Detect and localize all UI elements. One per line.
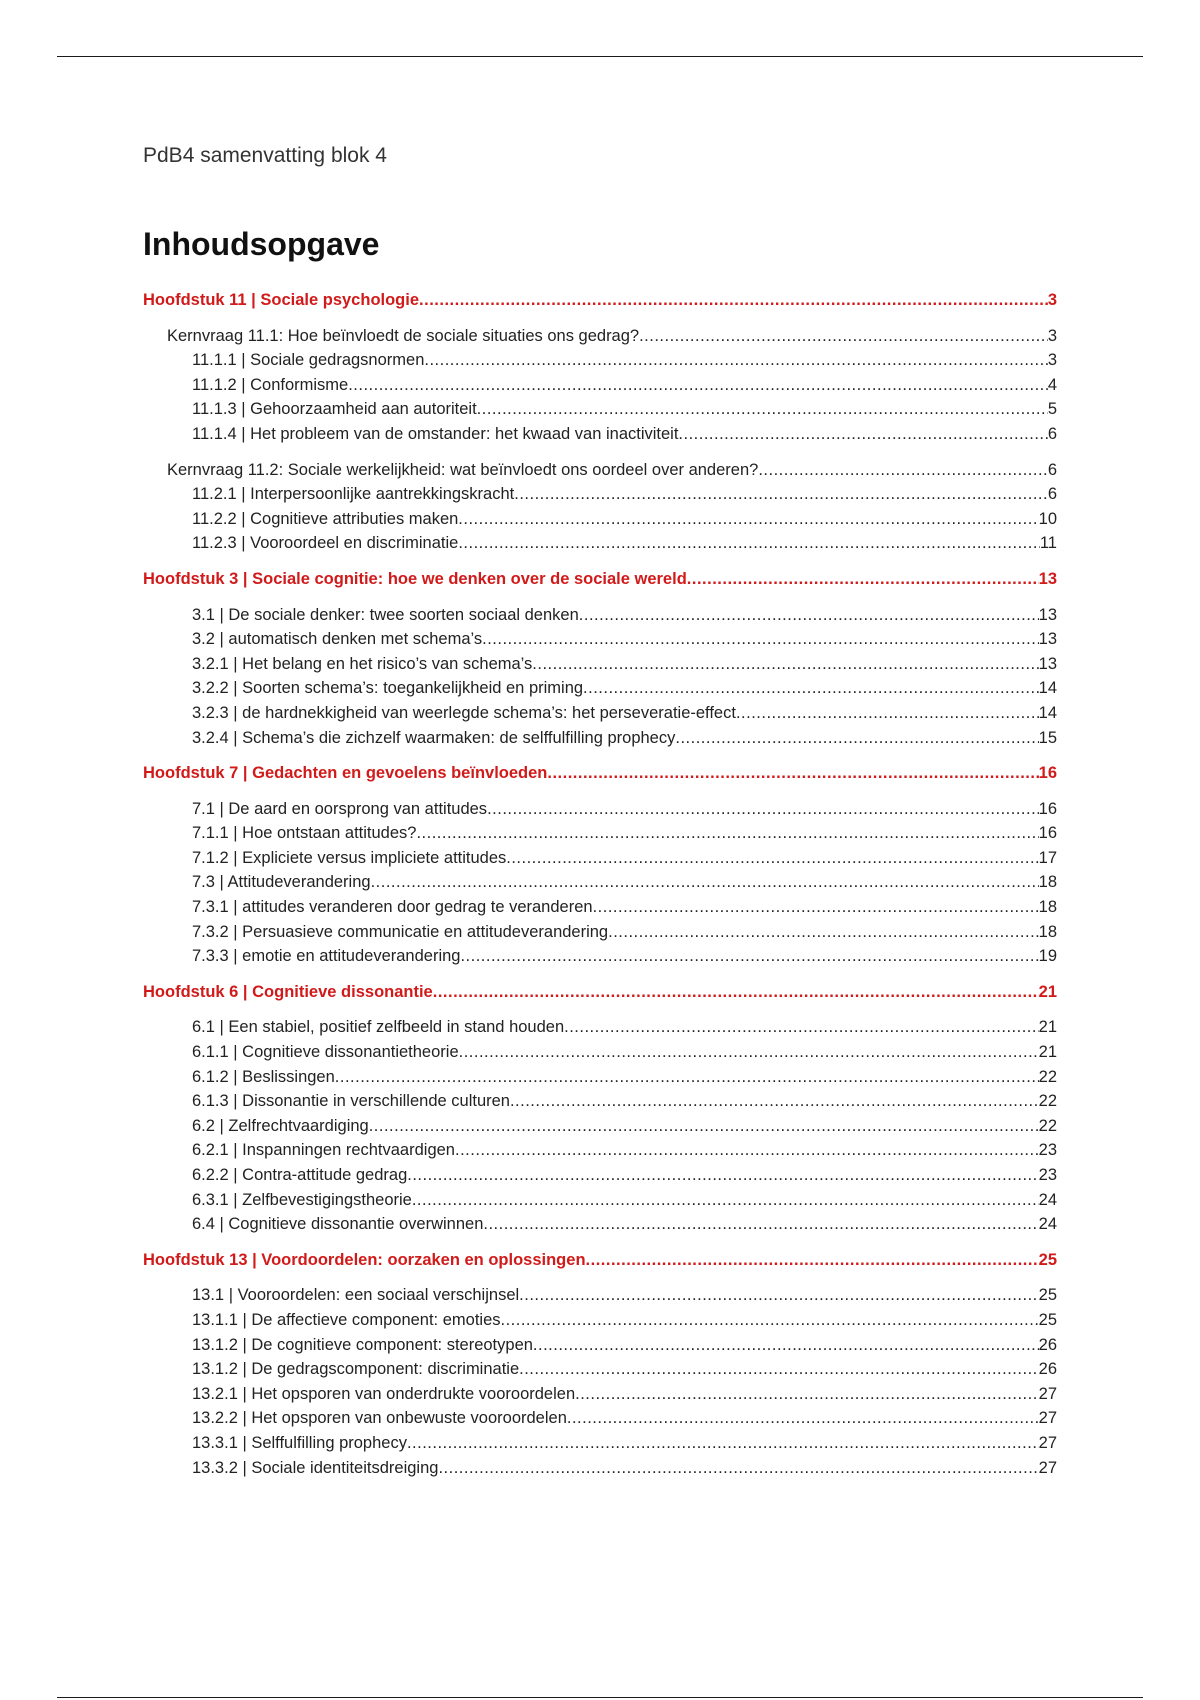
toc-entry-title: 6.2 | Zelfrechtvaardiging <box>192 1116 369 1135</box>
toc-page-number: 4 <box>1047 375 1057 394</box>
toc-entry-title: 6.1.3 | Dissonantie in verschillende culturen <box>192 1092 510 1111</box>
toc-dot-leader <box>477 397 1048 422</box>
toc-page-number: 14 <box>1038 679 1057 698</box>
toc-entry[interactable] <box>143 324 1057 349</box>
toc-entry-title: 13.3.2 | Sociale identiteitsdreiging <box>192 1458 439 1477</box>
toc-page-number: 3 <box>1047 291 1057 309</box>
toc-entry-title: 11.1.2 | Conformisme <box>192 375 349 394</box>
toc-entry[interactable] <box>143 726 1057 751</box>
toc-dot-leader <box>564 1015 1039 1040</box>
toc-dot-leader <box>458 531 1040 556</box>
toc-entry-title: 13.2.1 | Het opsporen van onderdrukte vooroordelen <box>192 1384 576 1403</box>
toc-dot-leader <box>460 944 1038 969</box>
toc-page-number: 27 <box>1038 1458 1057 1477</box>
toc-page-number: 27 <box>1038 1433 1057 1452</box>
toc-page-number: 3 <box>1047 326 1057 345</box>
toc-entry[interactable] <box>143 676 1057 701</box>
toc-entry-title: 13.1 | Vooroordelen: een sociaal verschijnsel <box>192 1286 520 1305</box>
toc-page-number: 24 <box>1038 1190 1057 1209</box>
toc-entry[interactable] <box>143 1406 1057 1431</box>
toc-dot-leader <box>433 980 1039 1005</box>
toc-dot-leader <box>407 1163 1038 1188</box>
toc-page-number: 14 <box>1038 703 1057 722</box>
toc-entry-title: 3.2.3 | de hardnekkigheid van weerlegde schema’s: het perseveratie-effect <box>192 703 736 722</box>
toc-entry[interactable] <box>143 1212 1057 1237</box>
toc-dot-leader <box>487 797 1039 822</box>
toc-entry-title: 11.2.2 | Cognitieve attributies maken <box>192 509 459 528</box>
toc-page-number: 6 <box>1047 485 1057 504</box>
toc-dot-leader <box>348 373 1048 398</box>
toc-page-number: 6 <box>1047 460 1057 479</box>
toc-page-number: 26 <box>1038 1335 1057 1354</box>
toc-dot-leader <box>424 348 1047 373</box>
toc-entry[interactable] <box>143 507 1057 532</box>
toc-chapter-entry[interactable] <box>143 761 1057 786</box>
toc-page-number: 13 <box>1038 569 1057 588</box>
toc-entry-title: 6.2.2 | Contra-attitude gedrag <box>192 1166 408 1184</box>
toc-entry[interactable] <box>143 870 1057 895</box>
toc-dot-leader <box>455 1138 1039 1163</box>
toc-dot-leader <box>335 1065 1039 1090</box>
toc-page-number: 3 <box>1047 351 1057 370</box>
toc-dot-leader <box>639 324 1048 349</box>
toc-dot-leader <box>532 652 1038 677</box>
toc-entry[interactable] <box>143 373 1057 398</box>
toc-entry[interactable] <box>143 1114 1057 1139</box>
toc-heading: Inhoudsopgave <box>143 226 380 262</box>
toc-entry[interactable] <box>143 1431 1057 1456</box>
toc-page-number: 22 <box>1038 1092 1057 1111</box>
toc-entry-title: 6.1.2 | Beslissingen <box>192 1067 335 1086</box>
toc-dot-leader <box>369 1114 1039 1139</box>
toc-page-number: 23 <box>1038 1166 1057 1184</box>
toc-entry[interactable] <box>143 652 1057 677</box>
toc-dot-leader <box>583 676 1039 701</box>
toc-dot-leader <box>687 567 1039 592</box>
toc-entry-title: Hoofdstuk 11 | Sociale psychologie <box>143 291 420 309</box>
toc-entry-title: 7.1 | De aard en oorsprong van attitudes <box>192 799 488 818</box>
toc-entry-title: 7.3 | Attitudeverandering <box>192 873 371 892</box>
toc-page-number: 19 <box>1038 947 1057 966</box>
toc-dot-leader <box>506 846 1038 871</box>
toc-dot-leader <box>586 1248 1039 1273</box>
toc-page-number: 13 <box>1038 654 1057 673</box>
toc-page-number: 23 <box>1038 1141 1057 1160</box>
toc-entry-title: Hoofdstuk 13 | Voordoordelen: oorzaken en oplossingen <box>143 1250 586 1269</box>
toc-entry-title: 6.4 | Cognitieve dissonantie overwinnen <box>192 1215 484 1234</box>
toc-entry-title: Hoofdstuk 7 | Gedachten en gevoelens beïnvloeden <box>143 764 548 783</box>
toc-entry[interactable] <box>143 821 1057 846</box>
toc-entry[interactable] <box>143 422 1057 447</box>
toc-entry[interactable] <box>143 1456 1057 1481</box>
toc-entry-title: 7.1.1 | Hoe ontstaan attitudes? <box>192 824 417 843</box>
toc-entry[interactable] <box>143 1138 1057 1163</box>
toc-entry-title: 7.3.2 | Persuasieve communicatie en attitudeverandering <box>192 922 609 941</box>
toc-dot-leader <box>533 1333 1039 1358</box>
toc-page-number: 25 <box>1038 1286 1057 1305</box>
toc-page-number: 21 <box>1038 982 1057 1001</box>
toc-page-number: 21 <box>1038 1043 1057 1062</box>
toc-dot-leader <box>459 1040 1039 1065</box>
toc-entry[interactable] <box>143 1188 1057 1213</box>
toc-entry[interactable] <box>143 348 1057 373</box>
toc-entry-title: Kernvraag 11.2: Sociale werkelijkheid: wat beïnvloedt ons oordeel over anderen? <box>167 460 759 479</box>
toc-dot-leader <box>736 701 1039 726</box>
toc-entry-title: 7.3.3 | emotie en attitudeverandering <box>192 947 461 966</box>
toc-entry[interactable] <box>143 701 1057 726</box>
toc-entry-title: 6.1.1 | Cognitieve dissonantietheorie <box>192 1043 459 1062</box>
toc-entry-title: 6.2.1 | Inspanningen rechtvaardigen <box>192 1141 455 1160</box>
toc-dot-leader <box>371 870 1039 895</box>
toc-entry[interactable] <box>143 397 1057 422</box>
toc-entry-title: 3.2.4 | Schema’s die zichzelf waarmaken: de selffulfilling prophecy <box>192 728 676 747</box>
top-rule <box>57 56 1143 57</box>
toc-dot-leader <box>510 1089 1039 1114</box>
toc-entry[interactable] <box>143 627 1057 652</box>
toc-page-number: 17 <box>1038 848 1057 867</box>
toc-page-number: 16 <box>1038 764 1057 783</box>
toc-entry[interactable] <box>143 895 1057 920</box>
toc-dot-leader <box>608 920 1039 945</box>
toc-page-number: 24 <box>1038 1215 1057 1234</box>
toc-dot-leader <box>483 1212 1038 1237</box>
toc-dot-leader <box>419 288 1048 313</box>
toc-entry-title: 11.2.1 | Interpersoonlijke aantrekkingskracht <box>192 485 515 504</box>
toc-dot-leader <box>567 1406 1039 1431</box>
toc-dot-leader <box>501 1308 1039 1333</box>
toc-entry-title: 11.1.3 | Gehoorzaamheid aan autoriteit <box>192 400 477 419</box>
toc-entry[interactable] <box>143 1040 1057 1065</box>
toc-dot-leader <box>407 1431 1039 1456</box>
toc-entry[interactable] <box>143 920 1057 945</box>
toc-entry-title: 3.2.1 | Het belang en het risico’s van schema’s <box>192 654 533 673</box>
toc-dot-leader <box>579 603 1039 628</box>
toc-entry-title: Kernvraag 11.1: Hoe beïnvloedt de sociale situaties ons gedrag? <box>167 326 640 345</box>
toc-page-number: 26 <box>1038 1360 1057 1379</box>
toc-dot-leader <box>678 422 1047 447</box>
toc-entry[interactable] <box>143 797 1057 822</box>
toc-page-number: 27 <box>1038 1384 1057 1403</box>
toc-page-number: 13 <box>1038 630 1057 649</box>
toc-dot-leader <box>519 1357 1039 1382</box>
toc-entry-title: Hoofdstuk 6 | Cognitieve dissonantie <box>143 982 433 1001</box>
toc-chapter-entry[interactable] <box>143 288 1057 313</box>
toc-entry-title: 3.2 | automatisch denken met schema’s <box>192 630 483 649</box>
toc-page-number: 22 <box>1038 1067 1057 1086</box>
toc-page-number: 13 <box>1038 605 1057 624</box>
toc-dot-leader <box>547 761 1038 786</box>
toc-entry[interactable] <box>143 1308 1057 1333</box>
toc-dot-leader <box>514 482 1048 507</box>
toc-page-number: 11 <box>1039 534 1057 553</box>
toc-entry-title: 6.1 | Een stabiel, positief zelfbeeld in stand houden <box>192 1018 565 1037</box>
toc-entry[interactable] <box>143 458 1057 483</box>
toc-entry[interactable] <box>143 482 1057 507</box>
toc-page-number: 6 <box>1047 424 1057 443</box>
toc-entry-title: 13.1.2 | De gedragscomponent: discriminatie <box>192 1360 520 1379</box>
toc-entry-title: 7.1.2 | Expliciete versus impliciete attitudes <box>192 848 507 867</box>
toc-dot-leader <box>575 1382 1039 1407</box>
toc-page-number: 16 <box>1038 799 1057 818</box>
toc-page-number: 21 <box>1038 1018 1057 1037</box>
toc-entry[interactable] <box>143 1015 1057 1040</box>
toc-entry[interactable] <box>143 1163 1057 1188</box>
toc-page-number: 25 <box>1038 1250 1057 1269</box>
toc-entry[interactable] <box>143 603 1057 628</box>
toc-entry-title: 11.2.3 | Vooroordeel en discriminatie <box>192 534 459 553</box>
toc-page-number: 10 <box>1038 509 1057 528</box>
toc-dot-leader <box>416 821 1038 846</box>
toc-page-number: 15 <box>1038 728 1057 747</box>
toc-dot-leader <box>758 458 1048 483</box>
toc-dot-leader <box>593 895 1039 920</box>
toc-chapter-entry[interactable] <box>143 980 1057 1005</box>
toc-page-number: 5 <box>1047 400 1057 419</box>
toc-entry-title: 13.1.1 | De affectieve component: emoties <box>192 1310 501 1329</box>
toc-dot-leader <box>675 726 1038 751</box>
toc-entry[interactable] <box>143 1333 1057 1358</box>
toc-entry[interactable] <box>143 846 1057 871</box>
toc-entry-title: 11.1.4 | Het probleem van de omstander: het kwaad van inactiviteit <box>192 424 679 443</box>
toc-dot-leader <box>482 627 1039 652</box>
toc-entry-title: Hoofdstuk 3 | Sociale cognitie: hoe we denken over de sociale wereld <box>143 569 687 588</box>
toc-entry-title: 13.2.2 | Het opsporen van onbewuste vooroordelen <box>192 1409 567 1428</box>
toc-entry[interactable] <box>143 531 1057 556</box>
toc-entry-title: 3.1 | De sociale denker: twee soorten sociaal denken <box>192 605 579 624</box>
toc-entry[interactable] <box>143 1357 1057 1382</box>
toc-page-number: 25 <box>1038 1310 1057 1329</box>
toc-entry-title: 3.2.2 | Soorten schema’s: toegankelijkheid en priming <box>192 679 584 698</box>
toc-entry[interactable] <box>143 1283 1057 1308</box>
toc-entry-title: 7.3.1 | attitudes veranderen door gedrag te veranderen <box>192 898 593 917</box>
toc-chapter-entry[interactable] <box>143 1248 1057 1273</box>
document-title: PdB4 samenvatting blok 4 <box>143 144 387 167</box>
toc-dot-leader <box>412 1188 1039 1213</box>
toc-page-number: 18 <box>1038 922 1057 941</box>
toc-page-number: 27 <box>1038 1409 1057 1428</box>
toc-entry[interactable] <box>143 1382 1057 1407</box>
toc-entry-title: 13.3.1 | Selffulfilling prophecy <box>192 1433 407 1452</box>
toc-page-number: 18 <box>1038 898 1057 917</box>
toc-entry-title: 13.1.2 | De cognitieve component: stereotypen <box>192 1335 533 1354</box>
toc-page-number: 18 <box>1038 873 1057 892</box>
toc-entry[interactable] <box>143 944 1057 969</box>
toc-dot-leader <box>458 507 1038 532</box>
toc-dot-leader <box>519 1283 1038 1308</box>
toc-chapter-entry[interactable] <box>143 567 1057 592</box>
toc-page-number: 22 <box>1038 1116 1057 1135</box>
toc-entry[interactable] <box>143 1065 1057 1090</box>
bottom-rule <box>57 1697 1143 1698</box>
toc-entry[interactable] <box>143 1089 1057 1114</box>
table-of-contents <box>143 288 1057 1480</box>
toc-entry-title: 6.3.1 | Zelfbevestigingstheorie <box>192 1190 412 1209</box>
toc-dot-leader <box>438 1456 1038 1481</box>
toc-page-number: 16 <box>1038 824 1057 843</box>
toc-entry-title: 11.1.1 | Sociale gedragsnormen <box>192 351 425 370</box>
